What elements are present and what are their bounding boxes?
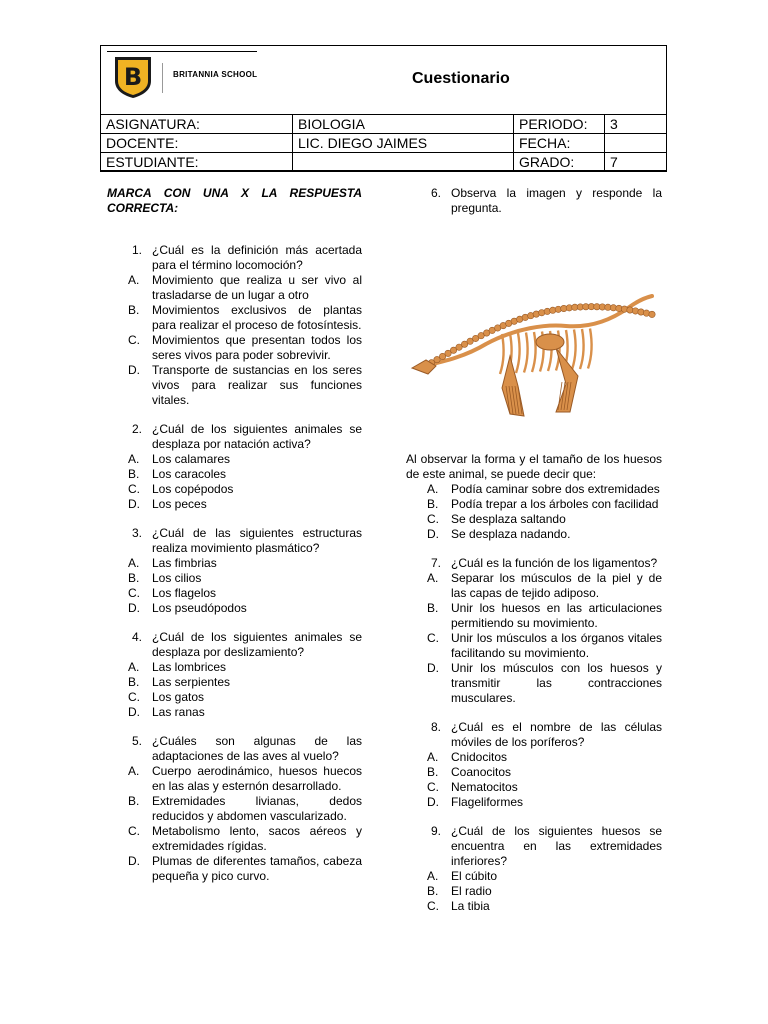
question-number: 9. bbox=[431, 824, 442, 838]
answer-option[interactable] bbox=[107, 660, 362, 675]
option-text: Metabolismo lento, sacos aéreos y extremidades rígidas. bbox=[152, 824, 362, 853]
label-cell: ASIGNATURA: bbox=[101, 115, 293, 134]
option-label: B. bbox=[427, 601, 439, 615]
question-8 bbox=[406, 720, 662, 810]
answer-option[interactable] bbox=[107, 273, 362, 303]
option-label: A. bbox=[128, 273, 140, 287]
answer-option[interactable] bbox=[107, 497, 362, 512]
option-text: Las lombrices bbox=[152, 660, 227, 674]
shield-logo-icon bbox=[113, 55, 153, 99]
question-text: ¿Cuál de los siguientes animales se desplaza por natación activa? bbox=[152, 422, 362, 451]
value-cell: LIC. DIEGO JAIMES bbox=[293, 134, 514, 153]
answer-option[interactable] bbox=[406, 869, 662, 884]
value-cell: 3 bbox=[605, 115, 667, 134]
value-cell: BIOLOGIA bbox=[293, 115, 514, 134]
option-label: C. bbox=[427, 631, 439, 645]
info-table bbox=[100, 114, 667, 172]
option-text: Movimientos exclusivos de plantas para realizar el proceso de fotosíntesis. bbox=[152, 303, 362, 332]
answer-option[interactable] bbox=[406, 780, 662, 795]
option-text: Coanocitos bbox=[451, 765, 512, 779]
answer-option[interactable] bbox=[107, 854, 362, 884]
option-label: A. bbox=[427, 869, 439, 883]
header-box bbox=[100, 45, 667, 171]
option-label: B. bbox=[128, 794, 140, 808]
option-label: D. bbox=[427, 661, 439, 675]
option-text: Flageliformes bbox=[451, 795, 524, 809]
option-label: B. bbox=[128, 571, 140, 585]
right-column bbox=[406, 186, 662, 928]
question-2 bbox=[107, 422, 362, 512]
option-label: D. bbox=[427, 527, 439, 541]
option-label: C. bbox=[427, 512, 439, 526]
option-label: B. bbox=[128, 675, 140, 689]
question-3 bbox=[107, 526, 362, 616]
question-6-intro: Al observar la forma y el tamaño de los huesos de este animal, se puede decir que: bbox=[406, 452, 662, 481]
option-label: A. bbox=[427, 571, 439, 585]
question-number: 4. bbox=[132, 630, 143, 644]
answer-option[interactable] bbox=[107, 467, 362, 482]
school-name: BRITANNIA SCHOOL bbox=[173, 70, 258, 79]
answer-option[interactable] bbox=[107, 824, 362, 854]
question-5 bbox=[107, 734, 362, 884]
option-text: Unir los huesos en las articulaciones permitiendo su movimiento. bbox=[451, 601, 662, 630]
option-label: C. bbox=[427, 899, 439, 913]
question-text: Observa la imagen y responde la pregunta. bbox=[451, 186, 662, 215]
answer-option[interactable] bbox=[406, 571, 662, 601]
option-text: Podía caminar sobre dos extremidades bbox=[451, 482, 660, 496]
label-cell: ESTUDIANTE: bbox=[101, 153, 293, 172]
label-cell: DOCENTE: bbox=[101, 134, 293, 153]
info-row-teacher bbox=[101, 134, 667, 153]
left-column bbox=[107, 186, 362, 898]
answer-option[interactable] bbox=[107, 794, 362, 824]
option-label: A. bbox=[128, 764, 140, 778]
school-logo bbox=[107, 51, 307, 107]
option-text: El radio bbox=[451, 884, 492, 898]
option-text: Extremidades livianas, dedos reducidos y abdomen vascularizado. bbox=[152, 794, 362, 823]
plesiosaur-skeleton-icon bbox=[406, 216, 662, 426]
answer-option[interactable] bbox=[107, 586, 362, 601]
info-row-student bbox=[101, 153, 667, 172]
answer-option[interactable] bbox=[406, 899, 662, 914]
question-text: ¿Cuál de los siguientes huesos se encuentra en las extremidades inferiores? bbox=[451, 824, 662, 868]
question-1 bbox=[107, 243, 362, 408]
option-label: D. bbox=[128, 705, 140, 719]
option-label: A. bbox=[427, 750, 439, 764]
answer-option[interactable] bbox=[406, 601, 662, 631]
question-6 bbox=[406, 186, 662, 216]
option-label: C. bbox=[427, 780, 439, 794]
option-text: Cuerpo aerodinámico, huesos huecos en las alas y esternón desarrollado. bbox=[152, 764, 362, 793]
info-row-subject bbox=[101, 115, 667, 134]
value-cell: 7 bbox=[605, 153, 667, 172]
date-field[interactable] bbox=[605, 134, 667, 153]
answer-option[interactable] bbox=[406, 750, 662, 765]
option-label: D. bbox=[128, 601, 140, 615]
option-text: Los calamares bbox=[152, 452, 231, 466]
option-label: C. bbox=[128, 586, 140, 600]
answer-option[interactable] bbox=[107, 601, 362, 616]
option-label: C. bbox=[128, 333, 140, 347]
question-text: ¿Cuál de los siguientes animales se desplaza por deslizamiento? bbox=[152, 630, 362, 659]
answer-option[interactable] bbox=[107, 452, 362, 467]
question-text: ¿Cuál es la definición más acertada para el término locomoción? bbox=[152, 243, 362, 272]
label-cell: GRADO: bbox=[514, 153, 605, 172]
answer-option[interactable] bbox=[107, 556, 362, 571]
option-label: A. bbox=[427, 482, 439, 496]
option-label: D. bbox=[427, 795, 439, 809]
question-number: 2. bbox=[132, 422, 143, 436]
option-text: Movimientos que presentan todos los seres vivos para poder sobrevivir. bbox=[152, 333, 362, 362]
student-name-field[interactable] bbox=[293, 153, 514, 172]
answer-option[interactable] bbox=[107, 705, 362, 720]
question-number: 6. bbox=[431, 186, 442, 200]
answer-option[interactable] bbox=[406, 497, 662, 512]
question-text: ¿Cuál es la función de los ligamentos? bbox=[451, 556, 658, 570]
option-label: B. bbox=[128, 303, 140, 317]
option-text: Los caracoles bbox=[152, 467, 227, 481]
question-number: 5. bbox=[132, 734, 143, 748]
option-label: A. bbox=[128, 660, 140, 674]
answer-option[interactable] bbox=[406, 512, 662, 527]
question-text: ¿Cuál de las siguientes estructuras realiza movimiento plasmático? bbox=[152, 526, 362, 555]
answer-option[interactable] bbox=[107, 303, 362, 333]
question-number: 7. bbox=[431, 556, 442, 570]
answer-option[interactable] bbox=[107, 363, 362, 408]
option-text: Las ranas bbox=[152, 705, 205, 719]
option-label: A. bbox=[128, 452, 140, 466]
answer-option[interactable] bbox=[107, 675, 362, 690]
option-label: D. bbox=[128, 363, 140, 377]
option-text: Los pseudópodos bbox=[152, 601, 247, 615]
option-text: Los cilios bbox=[152, 571, 202, 585]
option-text: Plumas de diferentes tamaños, cabeza pequeña y pico curvo. bbox=[152, 854, 362, 883]
instructions: MARCA CON UNA X LA RESPUESTA CORRECTA: bbox=[107, 186, 362, 215]
option-text: Los peces bbox=[152, 497, 207, 511]
option-label: C. bbox=[128, 690, 140, 704]
answer-option[interactable] bbox=[406, 765, 662, 780]
option-label: D. bbox=[128, 497, 140, 511]
question-4 bbox=[107, 630, 362, 720]
option-text: Separar los músculos de la piel y de las capas de tejido adiposo. bbox=[451, 571, 662, 600]
answer-option[interactable] bbox=[107, 482, 362, 497]
option-label: B. bbox=[427, 884, 439, 898]
option-text: Se desplaza nadando. bbox=[451, 527, 571, 541]
option-text: Se desplaza saltando bbox=[451, 512, 566, 526]
answer-option[interactable] bbox=[406, 884, 662, 899]
question-number: 8. bbox=[431, 720, 442, 734]
option-text: Las fimbrias bbox=[152, 556, 217, 570]
question-number: 1. bbox=[132, 243, 143, 257]
question-text: ¿Cuál es el nombre de las células móviles de los poríferos? bbox=[451, 720, 662, 749]
answer-option[interactable] bbox=[107, 764, 362, 794]
option-label: A. bbox=[128, 556, 140, 570]
option-label: D. bbox=[128, 854, 140, 868]
document-title: Cuestionario bbox=[412, 70, 510, 87]
option-text: Movimiento que realiza u ser vivo al trasladarse de un lugar a otro bbox=[152, 273, 362, 302]
answer-option[interactable] bbox=[406, 527, 662, 542]
question-number: 3. bbox=[132, 526, 143, 540]
option-text: Cnidocitos bbox=[451, 750, 508, 764]
skeleton-figure bbox=[406, 216, 662, 426]
option-text: Unir los músculos con los huesos y transmitir las contracciones musculares. bbox=[451, 661, 662, 705]
option-text: Unir los músculos a los órganos vitales facilitando su movimiento. bbox=[451, 631, 662, 660]
answer-option[interactable] bbox=[406, 482, 662, 497]
answer-option[interactable] bbox=[107, 333, 362, 363]
option-text: Nematocitos bbox=[451, 780, 518, 794]
option-text: La tibia bbox=[451, 899, 490, 913]
answer-option[interactable] bbox=[107, 571, 362, 586]
question-text: ¿Cuáles son algunas de las adaptaciones de las aves al vuelo? bbox=[152, 734, 362, 763]
question-9 bbox=[406, 824, 662, 914]
option-label: B. bbox=[427, 497, 439, 511]
option-label: B. bbox=[427, 765, 439, 779]
option-text: Los flagelos bbox=[152, 586, 217, 600]
answer-option[interactable] bbox=[406, 661, 662, 706]
option-label: C. bbox=[128, 482, 140, 496]
option-label: C. bbox=[128, 824, 140, 838]
answer-option[interactable] bbox=[406, 631, 662, 661]
question-7 bbox=[406, 556, 662, 706]
option-text: Los gatos bbox=[152, 690, 205, 704]
option-text: Podía trepar a los árboles con facilidad bbox=[451, 497, 659, 511]
label-cell: PERIODO: bbox=[514, 115, 605, 134]
label-cell: FECHA: bbox=[514, 134, 605, 153]
logo-letter: B bbox=[123, 63, 143, 91]
option-text: Las serpientes bbox=[152, 675, 231, 689]
answer-option[interactable] bbox=[406, 795, 662, 810]
option-text: El cúbito bbox=[451, 869, 498, 883]
option-text: Los copépodos bbox=[152, 482, 234, 496]
option-text: Transporte de sustancias en los seres vivos para realizar sus funciones vitales. bbox=[152, 363, 362, 407]
option-label: B. bbox=[128, 467, 140, 481]
answer-option[interactable] bbox=[107, 690, 362, 705]
